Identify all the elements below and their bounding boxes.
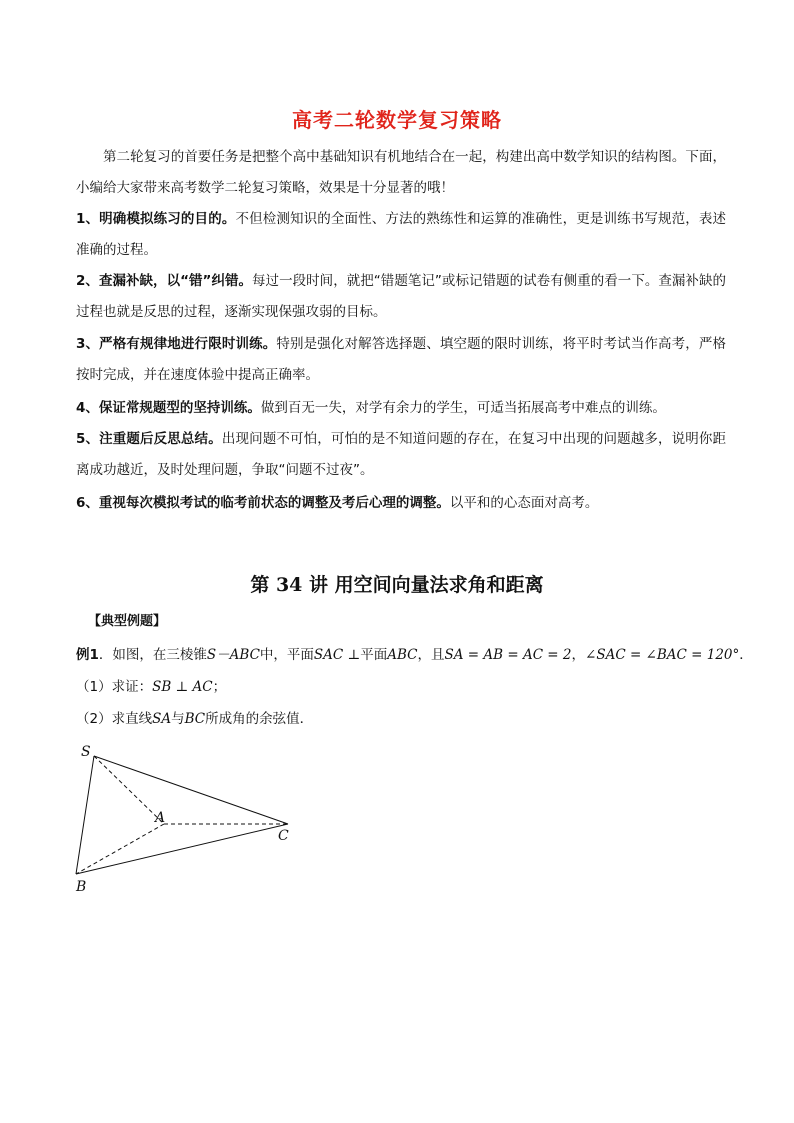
strategy-lead: 4、保证常规题型的坚持训练。 <box>76 400 261 416</box>
math-expression: ∠SAC = ∠BAC = 120° <box>585 647 740 663</box>
math-expression: S－ABC <box>206 647 260 663</box>
vertex-label-S: S <box>81 744 91 760</box>
question-text: ； <box>212 679 227 695</box>
math-expression: SA <box>152 711 172 727</box>
strategy-lead: 1、明确模拟练习的目的。 <box>76 211 236 227</box>
strategy-lead: 6、重视每次模拟考试的临考前状态的调整及考后心理的调整。 <box>76 495 450 511</box>
question-1 <box>76 677 756 697</box>
lecture-title: 第 34 讲 用空间向量法求角和距离 <box>250 574 544 596</box>
math-expression: BC <box>184 711 206 727</box>
strategy-text: 每过一段时间，就把“错题笔记”或标记错题的试卷有侧重的看一下。查漏补缺的过程也就是反思的过程，逐渐实现保强攻弱的目标。 <box>76 273 726 320</box>
edge-BC <box>76 824 288 874</box>
example-statement <box>76 645 756 665</box>
tetrahedron-figure <box>60 738 320 898</box>
section-label: 【典型例题】 <box>88 614 167 629</box>
edge-SA <box>94 756 164 824</box>
question-text: （1）求证： <box>76 679 153 695</box>
example-text: ． <box>739 647 753 663</box>
strategy-item-3 <box>76 329 726 391</box>
question-text: 与 <box>171 711 185 727</box>
strategy-text: 做到百无一失，对学有余力的学生，可适当拓展高考中难点的训练。 <box>260 400 666 416</box>
vertex-label-C: C <box>278 828 289 844</box>
vertex-label-A: A <box>155 810 166 826</box>
math-expression: SB ⊥ AC <box>152 679 213 695</box>
question-text: （2）求直线 <box>76 711 153 727</box>
vertex-label-B: B <box>76 879 87 895</box>
example-label: 例1 <box>76 647 99 663</box>
strategy-lead: 5、注重题后反思总结。 <box>76 431 222 447</box>
example-text: 中，平面 <box>259 647 314 663</box>
strategy-text: 不但检测知识的全面性、方法的熟练性和运算的准确性，更是训练书写规范，表述准确的过程。 <box>76 211 726 258</box>
math-expression: ABC <box>387 647 418 663</box>
strategy-lead: 3、严格有规律地进行限时训练。 <box>76 336 277 352</box>
example-text: ， <box>571 647 586 663</box>
strategy-item-4 <box>76 393 726 424</box>
edge-SB <box>76 756 94 874</box>
example-text: ．如图，在三棱锥 <box>98 647 207 663</box>
strategy-text: 特别是强化对解答选择题、填空题的限时训练，将平时考试当作高考，严格按时完成，并在速度体验中提高正确率。 <box>76 336 726 383</box>
question-text: 所成角的余弦值． <box>205 711 314 727</box>
math-expression: SAC ⊥ <box>313 647 361 663</box>
strategy-item-5 <box>76 424 726 486</box>
question-2 <box>76 709 756 729</box>
edge-AB <box>76 824 164 874</box>
article-title: 高考二轮数学复习策略 <box>292 108 502 132</box>
strategy-lead: 2、查漏补缺，以“错”纠错。 <box>76 273 253 289</box>
strategy-item-2 <box>76 266 726 328</box>
strategy-text: 出现问题不可怕，可怕的是不知道问题的存在，在复习中出现的问题越多，说明你距离成功越近，及时处理问题，争取“问题不过夜”。 <box>76 431 726 478</box>
strategy-item-1 <box>76 204 726 266</box>
example-text: ，且 <box>417 647 445 663</box>
example-text: 平面 <box>360 647 388 663</box>
edge-SC <box>94 756 288 824</box>
strategy-item-6 <box>76 488 726 519</box>
math-expression: SA = AB = AC = 2 <box>444 647 572 663</box>
strategy-text: 以平和的心态面对高考。 <box>449 495 599 511</box>
intro-paragraph: 第二轮复习的首要任务是把整个高中基础知识有机地结合在一起，构建出高中数学知识的结构图。下面，小编给大家带来高考数学二轮复习策略，效果是十分显著的哦！ <box>76 149 726 196</box>
